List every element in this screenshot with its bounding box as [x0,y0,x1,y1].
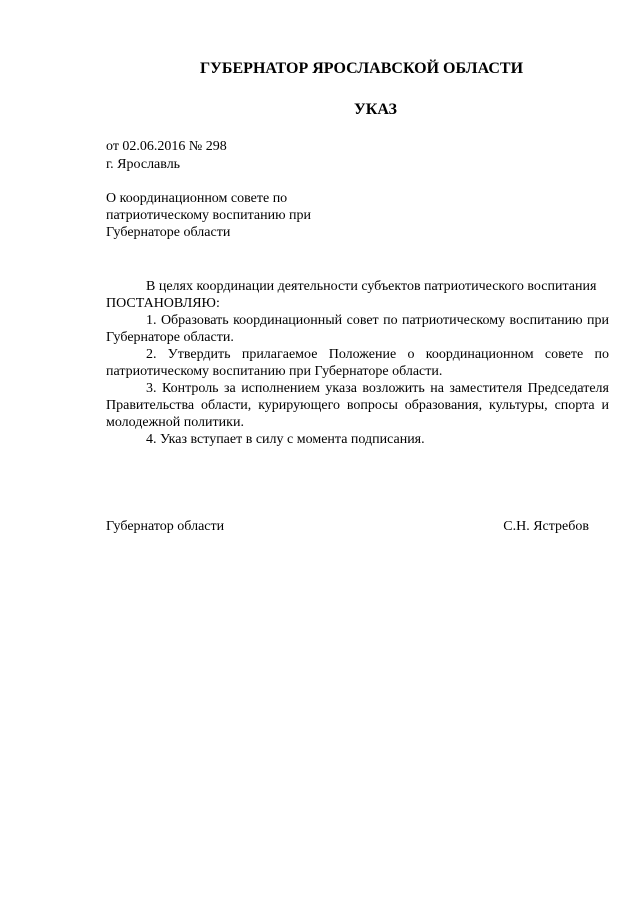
signatory-position: Губернатор области [106,519,225,534]
signatory-name: С.Н. Ястребов [503,519,589,534]
subject-line: Губернаторе области [106,225,231,240]
issuer-title: ГУБЕРНАТОР ЯРОСЛАВСКОЙ ОБЛАСТИ [200,60,524,77]
document-type: УКАЗ [354,101,397,118]
city: г. Ярославль [106,157,181,172]
item-3: 3. Контроль за исполнением указа возложить на заместителя Председателя Правительства области, курирующего вопросы образования, культуры, спорта и молодежной политики. [106,381,609,430]
item-4: 4. Указ вступает в силу с момента подписания. [146,432,425,447]
signature-block [106,518,589,535]
subject-line: патриотическому воспитанию при [106,208,312,223]
item-1: 1. Образовать координационный совет по патриотическому воспитанию при Губернаторе области. [106,313,609,345]
document-body [106,278,609,448]
preamble: В целях координации деятельности субъектов патриотического воспитания [146,279,597,294]
resolve-word: ПОСТАНОВЛЯЮ: [106,296,220,311]
document-meta [106,138,227,174]
document-subject [106,190,311,241]
item-2: 2. Утвердить прилагаемое Положение о координационном совете по патриотическому воспитанию при Губернаторе области. [106,347,609,379]
date-number: от 02.06.2016 № 298 [106,139,227,154]
subject-line: О координационном совете по [106,191,288,206]
